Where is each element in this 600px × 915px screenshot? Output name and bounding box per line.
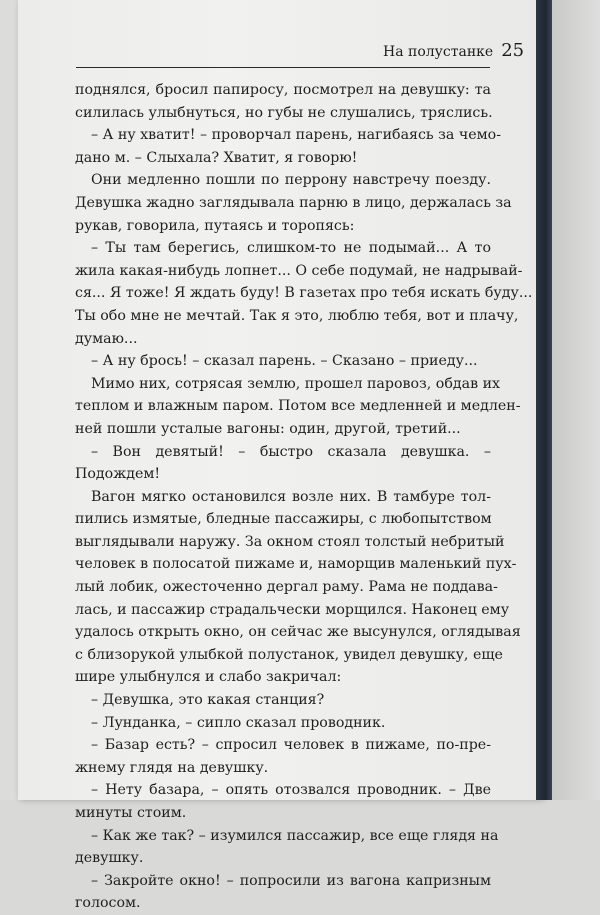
text-line: пились измятые, бледные пассажиры, с любопытством xyxy=(75,511,492,528)
text-line: Ты обо мне не мечтай. Так я это, люблю тебя, вот и плачу, xyxy=(75,307,519,324)
text-line: лый лобик, ожесточенно дергал раму. Рама не поддава- xyxy=(75,579,498,596)
book-page xyxy=(18,0,542,912)
header-rule xyxy=(76,67,490,68)
text-line: – Нету базара, – опять отозвался проводник. – Две xyxy=(91,782,491,799)
table-surface xyxy=(552,0,600,800)
running-head xyxy=(383,40,524,64)
text-line: – Лунданка, – сипло сказал проводник. xyxy=(91,714,386,731)
text-line: человек в полосатой пижаме и, наморщив маленький пух- xyxy=(75,556,517,573)
text-line: думаю... xyxy=(75,330,138,347)
text-line: лась, и пассажир страдальчески морщился. Наконец ему xyxy=(75,601,510,618)
text-line: минуты стоим. xyxy=(75,805,187,821)
text-line: Девушка жадно заглядывала парню в лицо, держалась за xyxy=(75,194,512,211)
text-line: – Закройте окно! – попросили из вагона капризным xyxy=(91,872,491,889)
text-line: удалось открыть окно, он сейчас же высунулся, оглядывая xyxy=(75,624,521,641)
text-line: Мимо них, сотрясая землю, прошел паровоз, обдав их xyxy=(91,375,501,392)
text-line: ся... Я тоже! Я ждать буду! В газетах про тебя искать буду... xyxy=(75,285,533,302)
text-line: голосом. xyxy=(75,895,141,912)
text-line: Подождем! xyxy=(75,466,161,483)
body-text xyxy=(75,79,533,915)
chapter-title: На полустанке xyxy=(383,44,494,60)
text-line: жнему глядя на девушку. xyxy=(75,759,269,776)
text-line: – А ну брось! – сказал парень. – Сказано – приеду... xyxy=(91,353,478,370)
book-cover-edge xyxy=(536,0,552,800)
text-line: – Как же так? – изумился пассажир, все еще глядя на xyxy=(91,827,499,844)
text-line: теплом и влажным паром. Потом все медленней и медлен- xyxy=(75,398,521,415)
text-line: выглядывали наружу. За окном стоял толстый небритый xyxy=(75,533,505,550)
text-line: с близорукой улыбкой полустанок, увидел девушку, еще xyxy=(75,646,503,663)
text-line: – Вон девятый! – быстро сказала девушка. – xyxy=(91,443,491,460)
page-number: 25 xyxy=(501,40,525,61)
text-line: ней пошли усталые вагоны: один, другой, третий... xyxy=(75,420,461,437)
text-line: жила какая-нибудь лопнет... О себе подумай, не надрывай- xyxy=(75,262,523,279)
text-line: – А ну хватит! – проворчал парень, нагибаясь за чемо- xyxy=(91,127,502,144)
text-line: дано м. – Слыхала? Хватит, я говорю! xyxy=(75,149,358,166)
text-line: девушку. xyxy=(75,850,144,867)
text-line: – Базар есть? – спросил человек в пижаме, по-пре- xyxy=(91,737,491,754)
text-line: – Девушка, это какая станция? xyxy=(91,692,325,709)
text-line: Вагон мягко остановился возле них. В тамбуре тол- xyxy=(91,488,491,505)
text-line: – Ты там берегись, слишком-то не подымай... А то xyxy=(91,240,491,257)
text-line: рукав, говорила, путаясь и торопясь: xyxy=(75,217,355,234)
text-line: шире улыбнулся и слабо закричал: xyxy=(75,669,342,686)
text-line: Они медленно пошли по перрону навстречу поезду. xyxy=(91,172,491,189)
text-line: силилась улыбнуться, но губы не слушались, тряслись. xyxy=(75,104,493,121)
text-line: поднялся, бросил папиросу, посмотрел на девушку: та xyxy=(75,82,491,98)
